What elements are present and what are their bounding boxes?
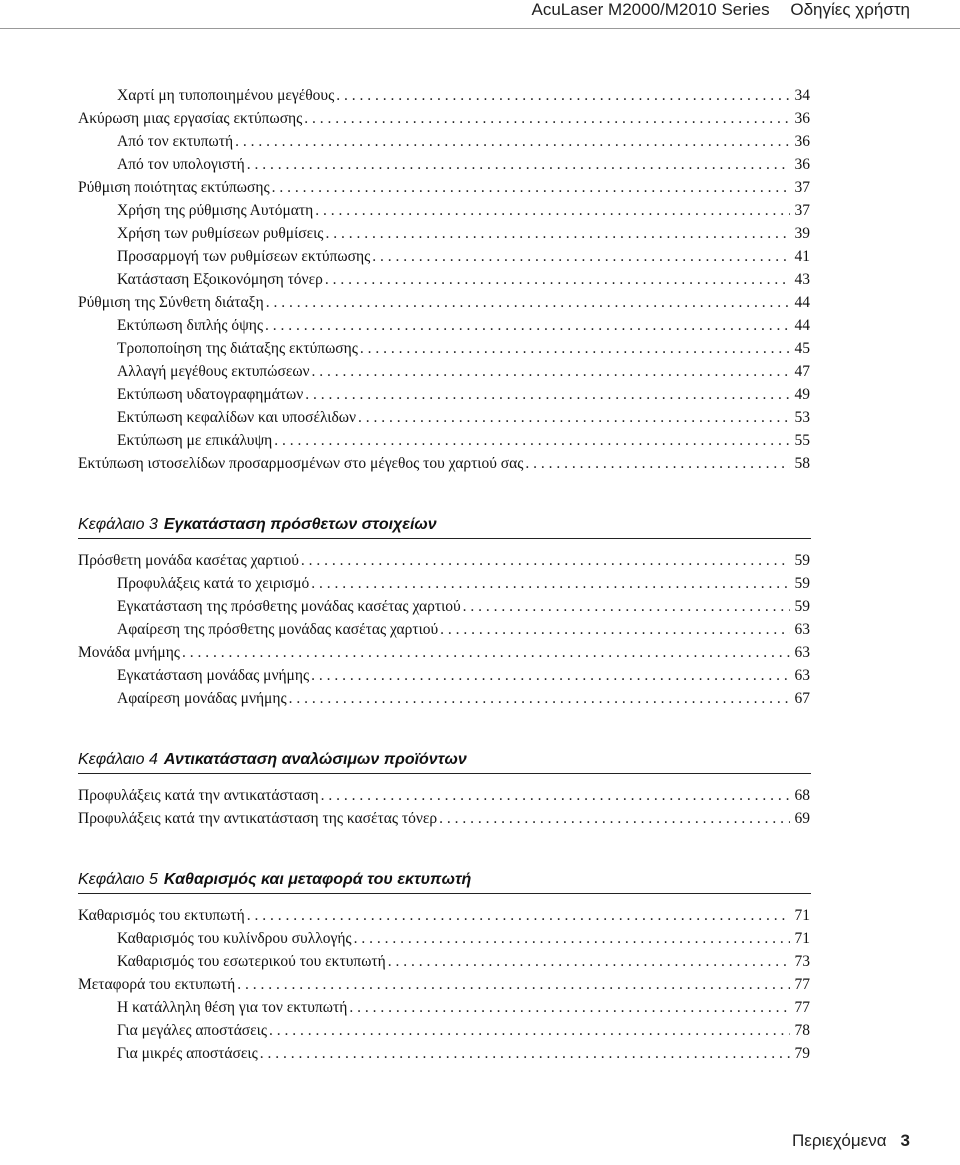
toc-entry-title: Καθαρισμός του εκτυπωτή: [78, 907, 245, 924]
toc-entry-title: Από τον υπολογιστή: [117, 156, 245, 173]
dot-leader: [315, 199, 790, 222]
dot-leader: [440, 618, 790, 641]
toc-page-number: 49: [794, 386, 810, 403]
header-rule: [0, 28, 960, 29]
dot-leader: [321, 784, 790, 807]
toc-entry-title: Κατάσταση Εξοικονόμηση τόνερ: [117, 271, 323, 288]
dot-leader: [305, 383, 790, 406]
toc-entry-title: Προφυλάξεις κατά την αντικατάσταση της κασέτας τόνερ: [78, 810, 438, 827]
running-header: [532, 0, 911, 20]
toc-entry-title: Προφυλάξεις κατά το χειρισμό: [117, 575, 310, 592]
toc-entry-title: Η κατάλληλη θέση για τον εκτυπωτή: [117, 999, 348, 1016]
toc-entry[interactable]: [0, 950, 960, 973]
toc-entry[interactable]: [0, 618, 960, 641]
toc-entry-title: Αφαίρεση της πρόσθετης μονάδας κασέτας χαρτιού: [117, 621, 439, 638]
toc-page-number: 47: [794, 363, 810, 380]
dot-leader: [354, 927, 790, 950]
toc-entry-title: Ακύρωση μιας εργασίας εκτύπωσης: [78, 110, 303, 127]
toc-page-number: 59: [794, 598, 810, 615]
toc-entry[interactable]: [0, 429, 960, 452]
dot-leader: [463, 595, 790, 618]
toc-page-number: 79: [794, 1045, 810, 1062]
dot-leader: [247, 904, 790, 927]
toc-page-number: 69: [794, 810, 810, 827]
toc-page-number: 55: [794, 432, 810, 449]
toc-entry-title: Αφαίρεση μονάδας μνήμης: [117, 690, 287, 707]
toc-entry-title: Χρήση της ρύθμισης Αυτόματη: [117, 202, 314, 219]
footer-section: Περιεχόμενα: [792, 1131, 887, 1150]
toc-entry[interactable]: [0, 222, 960, 245]
toc-page-number: 68: [794, 787, 810, 804]
toc-entry[interactable]: [0, 549, 960, 572]
toc-entry[interactable]: [0, 176, 960, 199]
toc-page-number: 39: [794, 225, 810, 242]
toc-entry-title: Ρύθμιση της Σύνθετη διάταξη: [78, 294, 264, 311]
toc-entry[interactable]: [0, 337, 960, 360]
toc-page-number: 36: [794, 156, 810, 173]
toc-page-number: 44: [794, 294, 810, 311]
toc-entry[interactable]: [0, 130, 960, 153]
toc-page-number: 43: [794, 271, 810, 288]
dot-leader: [525, 452, 790, 475]
dot-leader: [274, 429, 790, 452]
toc-entry[interactable]: [0, 641, 960, 664]
toc-entry-title: Εκτύπωση με επικάλυψη: [117, 432, 273, 449]
toc-entry[interactable]: [0, 314, 960, 337]
toc-entry[interactable]: [0, 973, 960, 996]
toc-entry[interactable]: [0, 927, 960, 950]
toc-page-number: 63: [794, 667, 810, 684]
toc-page-number: 77: [794, 999, 810, 1016]
toc-entry[interactable]: [0, 406, 960, 429]
dot-leader: [311, 572, 790, 595]
toc-entry[interactable]: [0, 268, 960, 291]
dot-leader: [269, 1019, 790, 1042]
toc-page-number: 59: [794, 552, 810, 569]
toc-entry-title: Προσαρμογή των ρυθμίσεων εκτύπωσης: [117, 248, 371, 265]
toc-entry[interactable]: [0, 807, 960, 830]
toc-page-number: 34: [794, 87, 810, 104]
chapter-title: Καθαρισμός και μεταφορά του εκτυπωτή: [163, 871, 472, 888]
toc-entry[interactable]: [0, 996, 960, 1019]
chapter-title: Εγκατάσταση πρόσθετων στοιχείων: [163, 516, 437, 533]
toc-page-number: 67: [794, 690, 810, 707]
toc-page-number: 77: [794, 976, 810, 993]
toc-entry[interactable]: [0, 572, 960, 595]
toc-entry[interactable]: [0, 595, 960, 618]
toc-entry-title: Καθαρισμός του κυλίνδρου συλλογής: [117, 930, 352, 947]
toc-entry[interactable]: [0, 1042, 960, 1065]
toc-entry[interactable]: [0, 784, 960, 807]
toc-page-number: 45: [794, 340, 810, 357]
toc-entry-title: Αλλαγή μεγέθους εκτυπώσεων: [117, 363, 310, 380]
product-series: AcuLaser M2000/M2010 Series: [531, 0, 770, 19]
toc-entry-title: Εκτύπωση διπλής όψης: [117, 317, 264, 334]
toc-page-number: 36: [794, 110, 810, 127]
toc-page-number: 37: [794, 179, 810, 196]
dot-leader: [372, 245, 790, 268]
toc-entry[interactable]: [0, 360, 960, 383]
dot-leader: [349, 996, 790, 1019]
dot-leader: [260, 1042, 790, 1065]
dot-leader: [312, 360, 790, 383]
guide-title: Οδηγίες χρήστη: [790, 0, 910, 19]
toc-entry-title: Για μεγάλες αποστάσεις: [117, 1022, 267, 1039]
toc-entry[interactable]: [0, 452, 960, 475]
dot-leader: [235, 130, 790, 153]
toc-entry-title: Εγκατάσταση μονάδας μνήμης: [117, 667, 310, 684]
toc-entry[interactable]: [0, 383, 960, 406]
dot-leader: [360, 337, 790, 360]
dot-leader: [301, 549, 790, 572]
toc-entry-title: Εκτύπωση ιστοσελίδων προσαρμοσμένων στο μέγεθος του χαρτιού σας: [78, 455, 524, 472]
toc-page-number: 44: [794, 317, 810, 334]
page-number: 3: [900, 1131, 910, 1150]
toc-entry-title: Μεταφορά του εκτυπωτή: [78, 976, 236, 993]
toc-page-number: 63: [794, 621, 810, 638]
toc-entry-title: Εκτύπωση κεφαλίδων και υποσέλιδων: [117, 409, 356, 426]
toc-entry-title: Χαρτί μη τυποποιημένου μεγέθους: [117, 87, 335, 104]
dot-leader: [325, 268, 790, 291]
toc-page-number: 78: [794, 1022, 810, 1039]
toc-entry-title: Ρύθμιση ποιότητας εκτύπωσης: [78, 179, 270, 196]
chapter-label: Κεφάλαιο 4: [78, 751, 158, 768]
toc-entry-title: Για μικρές αποστάσεις: [117, 1045, 258, 1062]
dot-leader: [237, 973, 790, 996]
dot-leader: [266, 291, 790, 314]
toc-entry-title: Προφυλάξεις κατά την αντικατάσταση: [78, 787, 319, 804]
toc-page-number: 73: [794, 953, 810, 970]
toc-entry[interactable]: [0, 687, 960, 710]
dot-leader: [311, 664, 790, 687]
toc-entry[interactable]: [0, 153, 960, 176]
toc-entry[interactable]: [0, 107, 960, 130]
dot-leader: [358, 406, 790, 429]
toc-entry-title: Εκτύπωση υδατογραφημάτων: [117, 386, 304, 403]
toc-page-number: 37: [794, 202, 810, 219]
toc-page-number: 71: [794, 930, 810, 947]
dot-leader: [272, 176, 790, 199]
dot-leader: [304, 107, 790, 130]
dot-leader: [388, 950, 790, 973]
toc-entry-title: Τροποποίηση της διάταξης εκτύπωσης: [117, 340, 358, 357]
toc-entry-title: Πρόσθετη μονάδα κασέτας χαρτιού: [78, 552, 299, 569]
toc-entry[interactable]: [0, 199, 960, 222]
chapter-heading: [78, 869, 811, 894]
toc-page-number: 58: [794, 455, 810, 472]
chapter-title: Αντικατάσταση αναλώσιμων προϊόντων: [163, 751, 467, 768]
toc-page-number: 71: [794, 907, 810, 924]
page-footer: [792, 1131, 910, 1151]
chapter-label: Κεφάλαιο 5: [78, 871, 158, 888]
toc-entry-title: Μονάδα μνήμης: [78, 644, 180, 661]
toc-page-number: 36: [794, 133, 810, 150]
toc-entry-title: Από τον εκτυπωτή: [117, 133, 234, 150]
chapter-heading: [78, 749, 811, 774]
toc-entry-title: Καθαρισμός του εσωτερικού του εκτυπωτή: [117, 953, 386, 970]
toc-page-number: 59: [794, 575, 810, 592]
toc-page-number: 63: [794, 644, 810, 661]
table-of-contents: [0, 84, 960, 1065]
toc-entry[interactable]: [0, 291, 960, 314]
chapter-heading: [78, 514, 811, 539]
dot-leader: [336, 84, 790, 107]
toc-entry-title: Εγκατάσταση της πρόσθετης μονάδας κασέτας χαρτιού: [117, 598, 461, 615]
dot-leader: [325, 222, 790, 245]
toc-page-number: 41: [794, 248, 810, 265]
dot-leader: [289, 687, 790, 710]
dot-leader: [439, 807, 790, 830]
toc-entry[interactable]: [0, 245, 960, 268]
dot-leader: [182, 641, 790, 664]
toc-entry-title: Χρήση των ρυθμίσεων ρυθμίσεις: [117, 225, 324, 242]
dot-leader: [265, 314, 790, 337]
toc-entry[interactable]: [0, 1019, 960, 1042]
toc-entry[interactable]: [0, 84, 960, 107]
dot-leader: [247, 153, 790, 176]
toc-entry[interactable]: [0, 904, 960, 927]
chapter-label: Κεφάλαιο 3: [78, 516, 158, 533]
toc-entry[interactable]: [0, 664, 960, 687]
toc-page-number: 53: [794, 409, 810, 426]
